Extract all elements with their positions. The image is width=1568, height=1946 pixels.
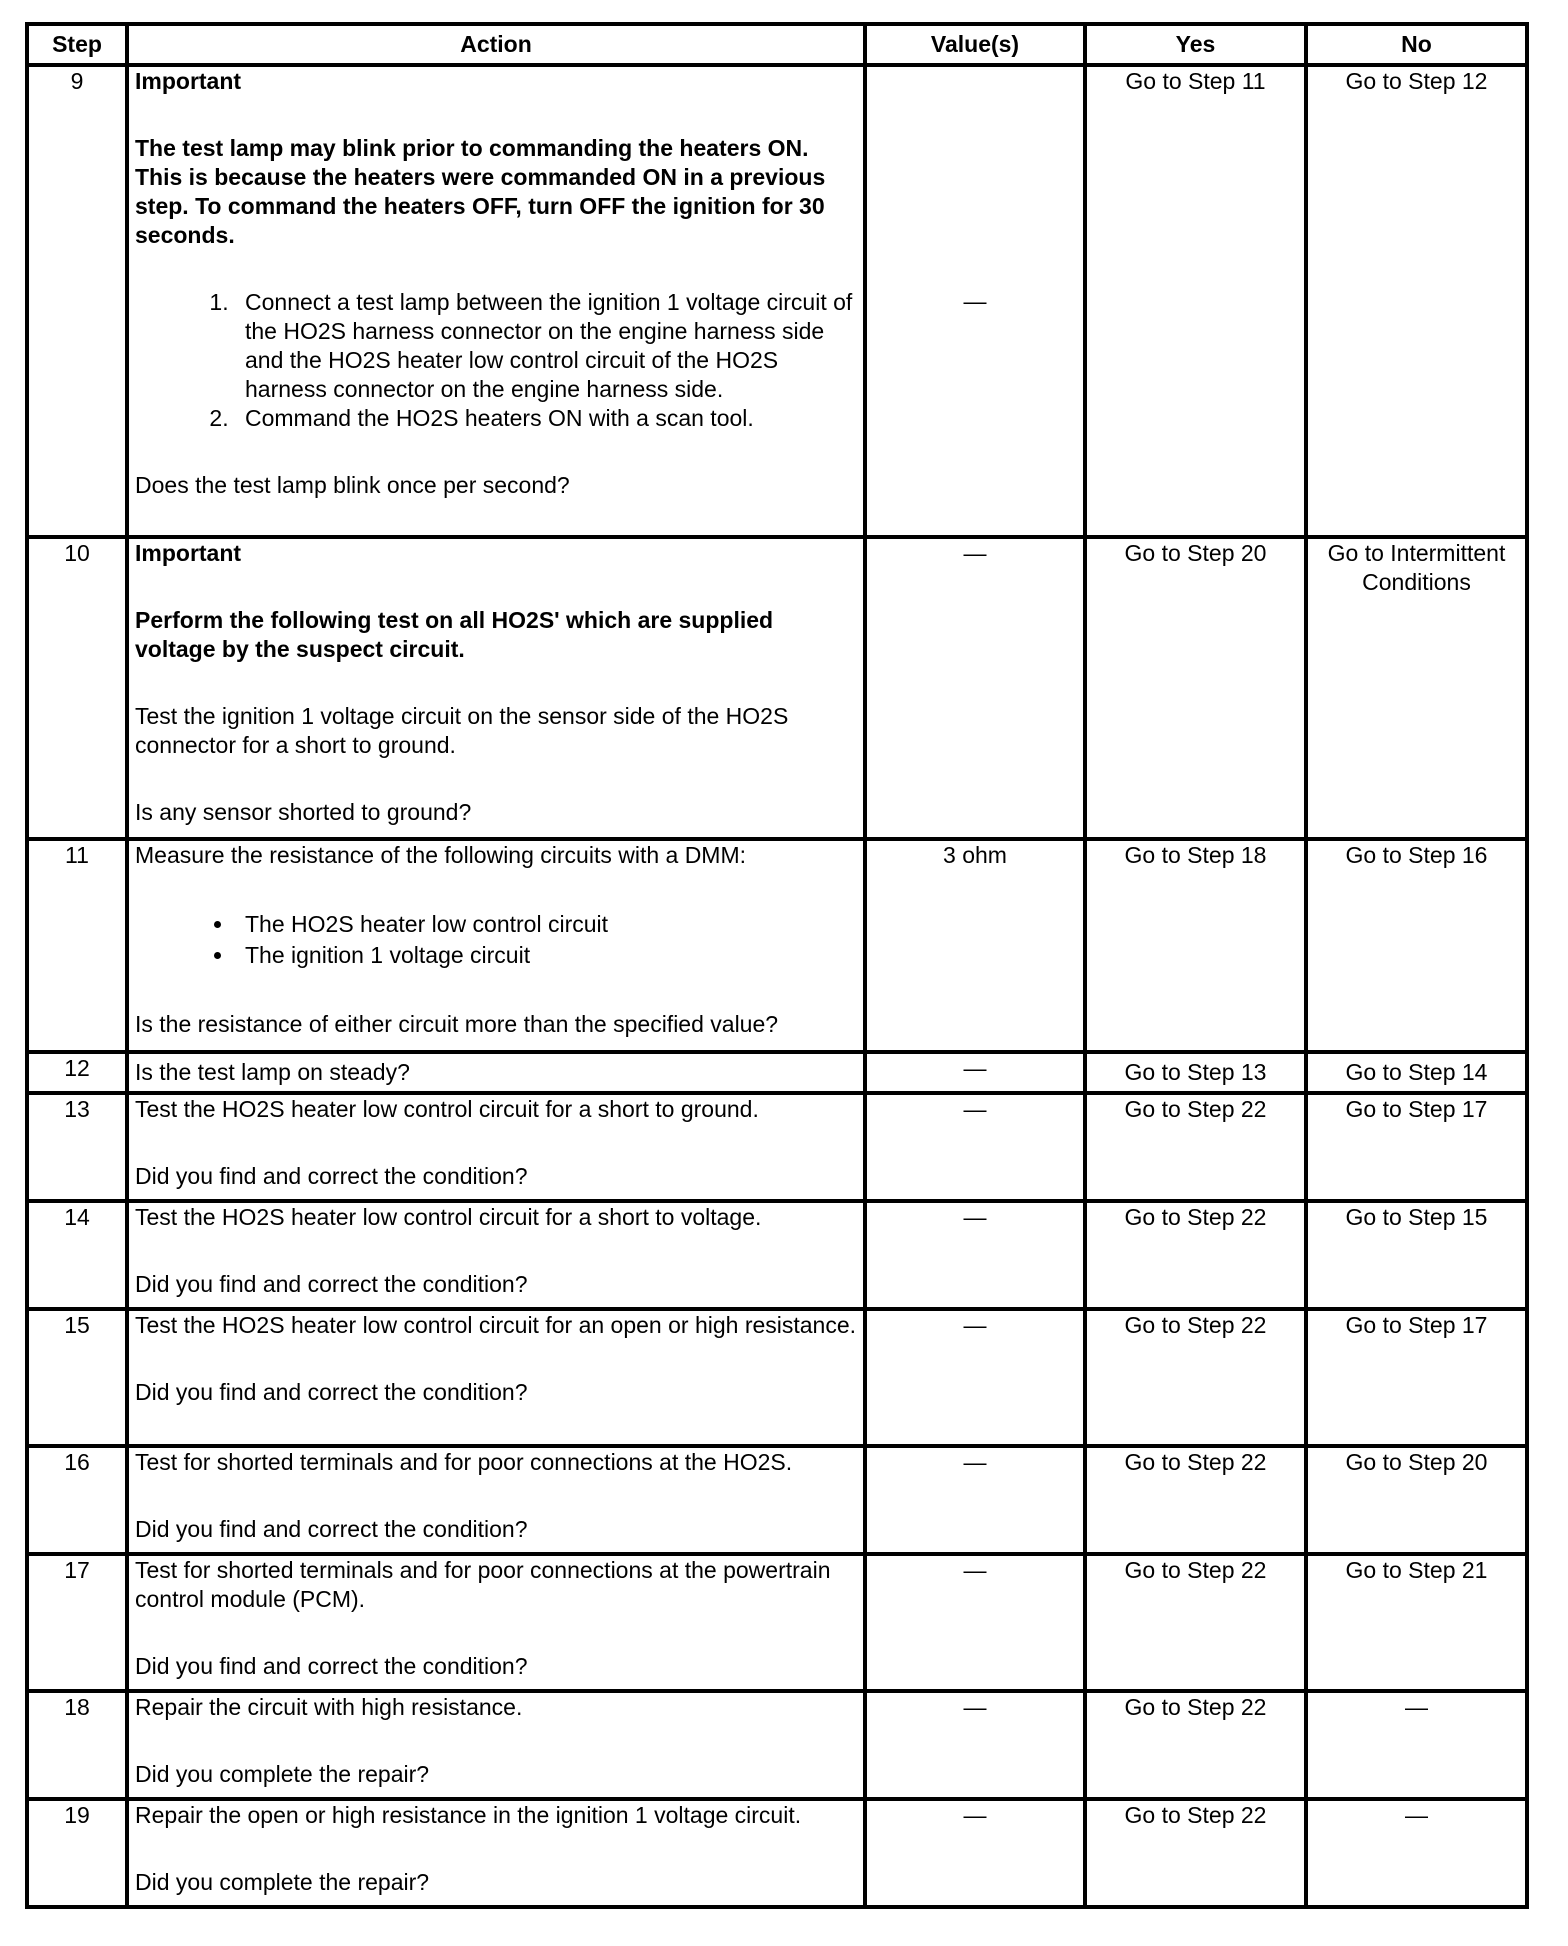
table-row [27,1201,1527,1309]
value-cell: — [865,1554,1085,1691]
value-cell: — [865,537,1085,839]
no-cell: Go to Step 14 [1306,1052,1527,1093]
action-question: Does the test lamp blink once per second? [135,472,570,498]
action-cell [127,839,865,1052]
yes-cell: Go to Step 13 [1085,1052,1306,1093]
action-cell [127,537,865,839]
action-text: Test for shorted terminals and for poor connections at the powertrain control module (PCM). [135,1557,831,1612]
action-cell [127,1691,865,1799]
action-cell [127,1309,865,1446]
value-cell: — [865,1446,1085,1554]
value-cell: 3 ohm [865,839,1085,1052]
header-action: Action [127,24,865,65]
action-question: Did you find and correct the condition? [135,1516,528,1542]
action-question: Did you complete the repair? [135,1761,430,1787]
action-cell [127,1799,865,1907]
value-cell: — [865,65,1085,537]
yes-cell: Go to Step 22 [1085,1554,1306,1691]
yes-cell: Go to Step 18 [1085,839,1306,1052]
list-item: 2. Command the HO2S heaters ON with a scan tool. [235,404,857,433]
table-row [27,1691,1527,1799]
action-question: Is any sensor shorted to ground? [135,799,472,825]
important-note: The test lamp may blink prior to commanding the heaters ON. This is because the heaters were commanded ON in a previous step. To command the heaters OFF, turn OFF the ignition for 30 seconds. [135,135,826,248]
step-number: 9 [27,65,127,537]
action-bullets-list [135,910,857,970]
yes-cell: Go to Step 11 [1085,65,1306,537]
no-cell: Go to Intermittent Conditions [1306,537,1527,839]
yes-cell: Go to Step 20 [1085,537,1306,839]
action-text: Test for shorted terminals and for poor connections at the HO2S. [135,1449,793,1475]
action-cell [127,1093,865,1201]
step-number: 18 [27,1691,127,1799]
step-number: 16 [27,1446,127,1554]
step-number: 19 [27,1799,127,1907]
table-row [27,65,1527,537]
step-number: 17 [27,1554,127,1691]
table-row [27,1446,1527,1554]
action-question: Did you find and correct the condition? [135,1163,528,1189]
important-note: Perform the following test on all HO2S' which are supplied voltage by the suspect circuit. [135,607,774,662]
no-cell: — [1306,1691,1527,1799]
value-cell: — [865,1201,1085,1309]
action-question: Did you find and correct the condition? [135,1653,528,1679]
no-cell: Go to Step 16 [1306,839,1527,1052]
yes-cell: Go to Step 22 [1085,1309,1306,1446]
step-number: 14 [27,1201,127,1309]
step-number: 11 [27,839,127,1052]
header-row [27,24,1527,65]
action-question: Did you complete the repair? [135,1869,430,1895]
action-question: Did you find and correct the condition? [135,1379,528,1405]
action-cell [127,1554,865,1691]
diagnostic-table [25,22,1529,1909]
list-item: • The HO2S heater low control circuit [235,910,857,939]
value-cell: — [865,1309,1085,1446]
list-item: • The ignition 1 voltage circuit [235,941,857,970]
table-row [27,839,1527,1052]
yes-cell: Go to Step 22 [1085,1093,1306,1201]
table-row [27,537,1527,839]
no-cell: Go to Step 15 [1306,1201,1527,1309]
header-no: No [1306,24,1527,65]
action-text: Test the HO2S heater low control circuit for an open or high resistance. [135,1312,857,1338]
no-cell: Go to Step 21 [1306,1554,1527,1691]
no-cell: Go to Step 17 [1306,1093,1527,1201]
no-cell: Go to Step 12 [1306,65,1527,537]
action-text: Repair the circuit with high resistance. [135,1694,523,1720]
yes-cell: Go to Step 22 [1085,1799,1306,1907]
yes-cell: Go to Step 22 [1085,1201,1306,1309]
action-question: Is the resistance of either circuit more than the specified value? [135,1011,779,1037]
action-text: Repair the open or high resistance in the ignition 1 voltage circuit. [135,1802,802,1828]
action-cell [127,1201,865,1309]
table-row [27,1052,1527,1093]
step-number: 10 [27,537,127,839]
step-number: 12 [27,1052,127,1093]
header-step: Step [27,24,127,65]
list-item: 1. Connect a test lamp between the ignition 1 voltage circuit of the HO2S harness connector on the engine harness side and the HO2S heater low control circuit of the HO2S harness connector on the engine harness side. [235,288,857,404]
header-values: Value(s) [865,24,1085,65]
important-heading: Important [135,68,242,94]
value-cell: — [865,1691,1085,1799]
step-number: 13 [27,1093,127,1201]
yes-cell: Go to Step 22 [1085,1691,1306,1799]
table-row [27,1309,1527,1446]
yes-cell: Go to Step 22 [1085,1446,1306,1554]
no-cell: — [1306,1799,1527,1907]
action-text: Test the HO2S heater low control circuit for a short to voltage. [135,1204,762,1230]
action-cell [127,65,865,537]
value-cell: — [865,1052,1085,1093]
table-row [27,1554,1527,1691]
value-cell: — [865,1799,1085,1907]
no-cell: Go to Step 17 [1306,1309,1527,1446]
step-number: 15 [27,1309,127,1446]
action-question: Is the test lamp on steady? [127,1052,865,1093]
action-question: Did you find and correct the condition? [135,1271,528,1297]
header-yes: Yes [1085,24,1306,65]
no-cell: Go to Step 20 [1306,1446,1527,1554]
table-row [27,1799,1527,1907]
important-heading: Important [135,540,242,566]
action-steps-list [135,288,857,433]
action-cell [127,1446,865,1554]
action-text: Test the HO2S heater low control circuit for a short to ground. [135,1096,759,1122]
value-cell: — [865,1093,1085,1201]
action-text: Test the ignition 1 voltage circuit on the sensor side of the HO2S connector for a short to ground. [135,703,789,758]
action-text: Measure the resistance of the following circuits with a DMM: [135,842,747,868]
table-row [27,1093,1527,1201]
